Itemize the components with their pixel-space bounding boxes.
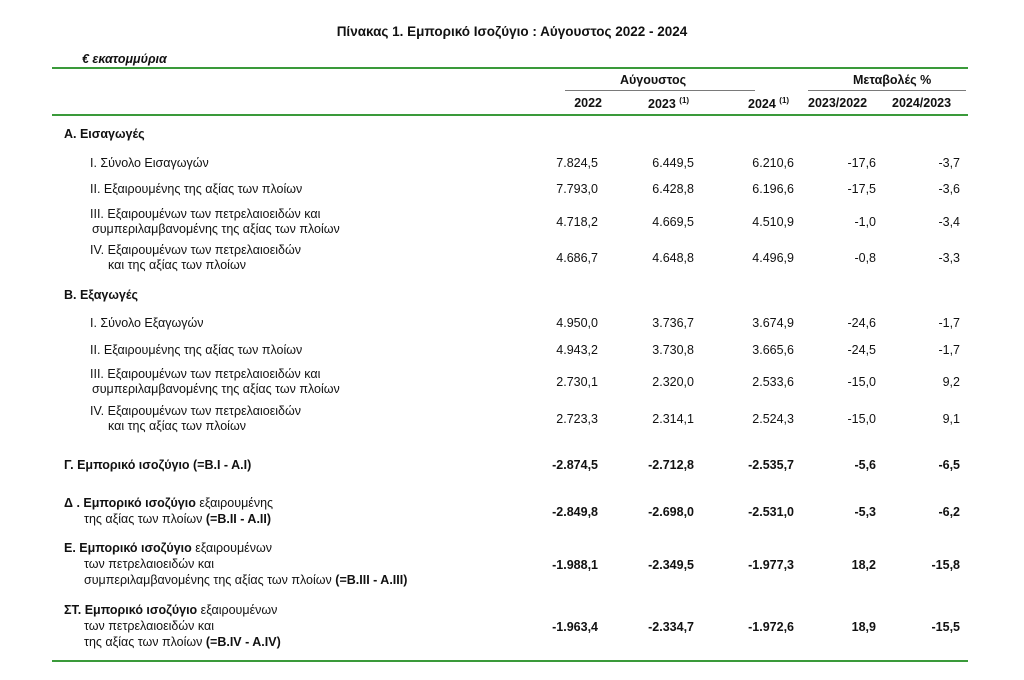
value-cell: 2.723,3 <box>556 412 598 426</box>
value-cell: -6,2 <box>938 505 960 519</box>
header-august: Αύγουστος <box>620 73 687 87</box>
section-exports: Β. Εξαγωγές <box>64 288 139 302</box>
header-col-change-2023-2022: 2023/2022 <box>808 96 868 110</box>
value-cell: 6.210,6 <box>752 156 794 170</box>
value-cell: -15,0 <box>847 412 876 426</box>
value-cell: 2.524,3 <box>752 412 794 426</box>
value-cell: -1.988,1 <box>552 558 598 572</box>
balance-label: Ε. Εμπορικό ισοζύγιο εξαιρουμένων <box>64 541 272 555</box>
top-rule <box>52 67 968 69</box>
section-imports: Α. Εισαγωγές <box>64 127 145 141</box>
august-group-underline <box>565 90 755 91</box>
value-cell: 18,2 <box>851 558 876 572</box>
units-label: € εκατομμύρια <box>82 52 167 66</box>
balance-label: των πετρελαιοειδών και <box>84 619 214 633</box>
value-cell: 6.196,6 <box>752 182 794 196</box>
value-cell: -17,6 <box>847 156 876 170</box>
value-cell: -17,5 <box>847 182 876 196</box>
value-cell: 6.449,5 <box>652 156 694 170</box>
value-cell: -1,7 <box>938 316 960 330</box>
value-cell: -1.963,4 <box>552 620 598 634</box>
value-cell: 18,9 <box>851 620 876 634</box>
balance-label: Δ . Εμπορικό ισοζύγιο εξαιρουμένης <box>64 496 274 510</box>
value-cell: 4.718,2 <box>556 215 598 229</box>
value-cell: 9,1 <box>942 412 960 426</box>
changes-group-underline <box>808 90 966 91</box>
row-label-continued: συμπεριλαμβανομένης της αξίας των πλοίων <box>92 222 340 236</box>
value-cell: 2.730,1 <box>556 375 598 389</box>
value-cell: -1,0 <box>854 215 876 229</box>
value-cell: -3,4 <box>938 215 960 229</box>
value-cell: 2.320,0 <box>652 375 694 389</box>
value-cell: -2.349,5 <box>648 558 694 572</box>
value-cell: 3.736,7 <box>652 316 694 330</box>
value-cell: 4.510,9 <box>752 215 794 229</box>
value-cell: -24,5 <box>847 343 876 357</box>
value-cell: -1.977,3 <box>748 558 794 572</box>
header-col-change-2024-2023: 2024/2023 <box>892 96 952 110</box>
balance-label: της αξίας των πλοίων (=B.II - A.II) <box>84 512 272 526</box>
table-title: Πίνακας 1. Εμπορικό Ισοζύγιο : Αύγουστος 2022 - 2024 <box>336 24 688 39</box>
row-label: II. Εξαιρουμένης της αξίας των πλοίων <box>90 182 303 196</box>
row-label: I. Σύνολο Εισαγωγών <box>90 156 209 170</box>
value-cell: -2.712,8 <box>648 458 694 472</box>
value-cell: -3,3 <box>938 251 960 265</box>
bottom-rule <box>52 660 968 662</box>
value-cell: 4.943,2 <box>556 343 598 357</box>
value-cell: 7.793,0 <box>556 182 598 196</box>
balance-label: ΣΤ. Εμπορικό ισοζύγιο εξαιρουμένων <box>64 603 278 617</box>
header-changes: Μεταβολές % <box>853 73 932 87</box>
row-label: IV. Εξαιρουμένων των πετρελαιοειδών <box>90 243 302 257</box>
value-cell: -6,5 <box>938 458 960 472</box>
value-cell: 3.674,9 <box>752 316 794 330</box>
balance-label: της αξίας των πλοίων (=B.IV - A.IV) <box>84 635 281 649</box>
footnote-mark-2024: (1) <box>779 96 790 105</box>
balance-label: συμπεριλαμβανομένης της αξίας των πλοίων (=B.III - A.III) <box>84 573 408 587</box>
value-cell: -3,6 <box>938 182 960 196</box>
value-cell: -5,3 <box>854 505 876 519</box>
row-label-continued: και της αξίας των πλοίων <box>108 419 246 433</box>
value-cell: -2.531,0 <box>748 505 794 519</box>
value-cell: -5,6 <box>854 458 876 472</box>
row-label: II. Εξαιρουμένης της αξίας των πλοίων <box>90 343 303 357</box>
value-cell: -15,8 <box>931 558 960 572</box>
header-col-2022: 2022 <box>574 96 602 110</box>
value-cell: 4.648,8 <box>652 251 694 265</box>
row-label-continued: συμπεριλαμβανομένης της αξίας των πλοίων <box>92 382 340 396</box>
header-rule <box>52 114 968 116</box>
value-cell: 9,2 <box>942 375 960 389</box>
balance-label: Γ. Εμπορικό ισοζύγιο (=B.I - A.I) <box>64 458 252 472</box>
row-label: I. Σύνολο Εξαγωγών <box>90 316 204 330</box>
value-cell: -0,8 <box>854 251 876 265</box>
value-cell: -24,6 <box>847 316 876 330</box>
value-cell: -15,5 <box>931 620 960 634</box>
value-cell: 3.665,6 <box>752 343 794 357</box>
value-cell: -2.334,7 <box>648 620 694 634</box>
header-col-2023: 2023 $^{(1)}$ <box>648 96 690 111</box>
header-col-2024: 2024 $^{(1)}$ <box>748 96 790 111</box>
value-cell: 4.686,7 <box>556 251 598 265</box>
value-cell: -2.535,7 <box>748 458 794 472</box>
value-cell: 4.669,5 <box>652 215 694 229</box>
value-cell: 7.824,5 <box>556 156 598 170</box>
value-cell: -15,0 <box>847 375 876 389</box>
value-cell: 4.496,9 <box>752 251 794 265</box>
value-cell: 3.730,8 <box>652 343 694 357</box>
row-label: III. Εξαιρουμένων των πετρελαιοειδών και <box>90 367 321 381</box>
value-cell: 6.428,8 <box>652 182 694 196</box>
row-label: III. Εξαιρουμένων των πετρελαιοειδών και <box>90 207 321 221</box>
value-cell: -3,7 <box>938 156 960 170</box>
footnote-mark-2023: (1) <box>679 96 690 105</box>
value-cell: 4.950,0 <box>556 316 598 330</box>
balance-label: των πετρελαιοειδών και <box>84 557 214 571</box>
row-label-continued: και της αξίας των πλοίων <box>108 258 246 272</box>
value-cell: 2.533,6 <box>752 375 794 389</box>
row-label: IV. Εξαιρουμένων των πετρελαιοειδών <box>90 404 302 418</box>
value-cell: -1.972,6 <box>748 620 794 634</box>
value-cell: -2.698,0 <box>648 505 694 519</box>
value-cell: -2.849,8 <box>552 505 598 519</box>
value-cell: -2.874,5 <box>552 458 598 472</box>
value-cell: -1,7 <box>938 343 960 357</box>
value-cell: 2.314,1 <box>652 412 694 426</box>
